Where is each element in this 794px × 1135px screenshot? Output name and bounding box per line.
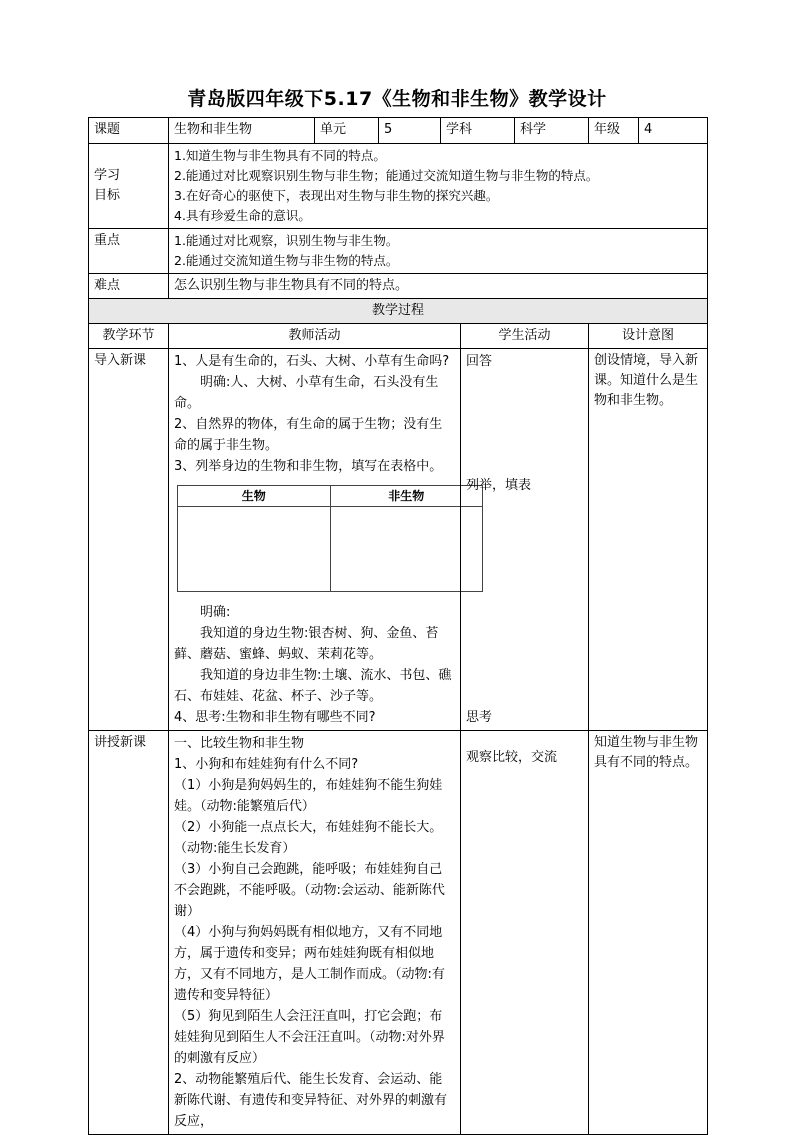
teacher-line: 2、动物能繁殖后代、能生长发育、会运动、能新陈代谢、有遗传和变异特征、对外界的刺激有反应， — [174, 1072, 448, 1129]
col-student-header: 学生活动 — [461, 324, 589, 349]
intro-teacher-activity — [169, 349, 461, 731]
teacher-line: 明确:人、大树、小草有生命，石头没有生命。 — [174, 375, 439, 411]
subject-value: 科学 — [515, 118, 589, 144]
teacher-line: （5）狗见到陌生人会汪汪直叫，打它会跑；布娃娃狗见到陌生人不会汪汪直叫。（动物:对外界的刺激有反应） — [174, 1009, 445, 1066]
intro-row — [89, 349, 708, 731]
key-points-row — [89, 229, 708, 274]
teacher-line: 1、人是有生命的，石头、大树、小草有生命吗? — [174, 354, 450, 369]
student-observe: 观察比较，交流 — [466, 750, 558, 765]
lecture-teacher-activity — [169, 731, 461, 1135]
topic-label: 课题 — [89, 118, 169, 144]
difficulty-label: 难点 — [89, 274, 169, 299]
objective-item: 2.能通过对比观察识别生物与非生物；能通过交流知道生物与非生物的特点。 — [174, 168, 599, 183]
grade-value: 4 — [639, 118, 708, 144]
key-points-label: 重点 — [89, 229, 169, 274]
lecture-student-activity — [461, 731, 589, 1135]
objectives-list — [169, 144, 708, 229]
col-intent-header: 设计意图 — [589, 324, 708, 349]
key-point-item: 1.能通过对比观察，识别生物与非生物。 — [174, 233, 399, 248]
page-title: 青岛版四年级下5.17《生物和非生物》教学设计 — [187, 88, 607, 110]
topic-value: 生物和非生物 — [169, 118, 315, 144]
teacher-line: （1）小狗是狗妈妈生的，布娃娃狗不能生狗娃娃。（动物:能繁殖后代） — [174, 778, 443, 814]
teacher-line: 我知道的身边生物:银杏树、狗、金鱼、苔藓、蘑菇、蜜蜂、蚂蚁、茉莉花等。 — [174, 626, 439, 662]
student-list-fill: 列举，填表 — [466, 478, 532, 493]
key-point-item: 2.能通过交流知道生物与非生物的特点。 — [174, 253, 399, 268]
teacher-line: 2、自然界的物体，有生命的属于生物；没有生命的属于非生物。 — [174, 417, 443, 453]
student-answer: 回答 — [466, 354, 493, 369]
student-think: 思考 — [466, 710, 493, 725]
lesson-plan-table — [88, 117, 708, 1135]
col-stage-header: 教学环节 — [89, 324, 169, 349]
teacher-line: （3）小狗自己会跑跳，能呼吸；布娃娃狗自己不会跑跳，不能呼吸。（动物:会运动、能新陈代谢） — [174, 862, 445, 919]
objective-item: 4.具有珍爱生命的意识。 — [174, 208, 311, 223]
intro-intent: 创设情境，导入新课。知道什么是生物和非生物。 — [589, 349, 708, 731]
intro-stage: 导入新课 — [89, 349, 169, 731]
col-teacher-header: 教师活动 — [169, 324, 461, 349]
unit-label: 单元 — [315, 118, 379, 144]
teacher-line: 1、小狗和布娃娃狗有什么不同? — [174, 757, 359, 772]
teacher-line: （4）小狗与狗妈妈既有相似地方，又有不同地方，属于遗传和变异；两布娃娃狗既有相似地方，又有不同地方，是人工制作而成。（动物:有遗传和变异特征） — [174, 925, 445, 1003]
objective-item: 1.知道生物与非生物具有不同的特点。 — [174, 148, 386, 163]
key-points-list — [169, 229, 708, 274]
teacher-line: 4、思考:生物和非生物有哪些不同? — [174, 710, 376, 725]
fill-table-cell[interactable] — [178, 507, 331, 592]
teacher-line: （2）小狗能一点点长大，布娃娃狗不能长大。（动物:能生长发育） — [174, 820, 443, 856]
fill-table-col-nonliving: 非生物 — [330, 486, 483, 507]
lecture-row — [89, 731, 708, 1135]
teacher-line: 明确: — [200, 605, 231, 620]
objectives-label: 学习目标 — [89, 144, 169, 229]
lecture-intent: 知道生物与非生物具有不同的特点。 — [589, 731, 708, 1135]
objectives-row — [89, 144, 708, 229]
process-column-headers — [89, 324, 708, 349]
teacher-line: 3、列举身边的生物和非生物，填写在表格中。 — [174, 459, 443, 474]
process-title-row — [89, 299, 708, 324]
lecture-stage: 讲授新课 — [89, 731, 169, 1135]
teacher-line: 一、比较生物和非生物 — [174, 736, 305, 751]
teacher-line: 我知道的身边非生物:土壤、流水、书包、礁石、布娃娃、花盆、杯子、沙子等。 — [174, 668, 452, 704]
subject-label: 学科 — [441, 118, 515, 144]
fill-table — [177, 485, 483, 592]
intro-student-activity — [461, 349, 589, 731]
objective-item: 3.在好奇心的驱使下，表现出对生物与非生物的探究兴趣。 — [174, 188, 499, 203]
difficulty-row — [89, 274, 708, 299]
unit-value: 5 — [379, 118, 441, 144]
difficulty-text: 怎么识别生物与非生物具有不同的特点。 — [169, 274, 708, 299]
fill-table-col-living: 生物 — [178, 486, 331, 507]
header-row — [89, 118, 708, 144]
grade-label: 年级 — [589, 118, 639, 144]
process-title: 教学过程 — [89, 299, 708, 324]
fill-table-wrap — [177, 485, 455, 592]
